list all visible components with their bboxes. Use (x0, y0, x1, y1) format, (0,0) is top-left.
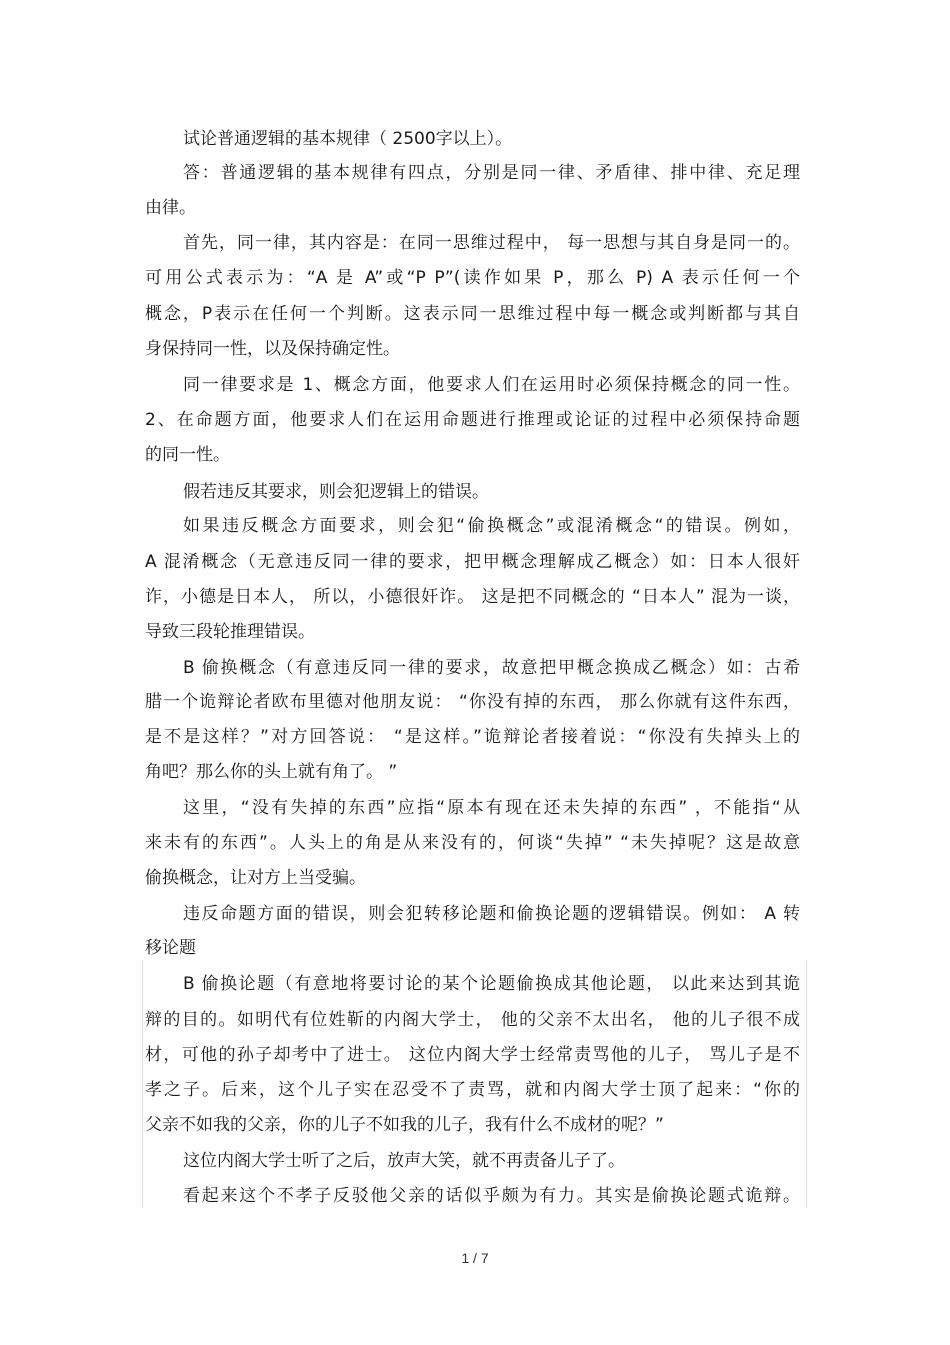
text-line: 看起来这个不孝子反驳他父亲的话似乎颇为有力。其实是偷换论题式诡辩。 (183, 1186, 800, 1206)
text-line: 角吧？那么你的头上就有角了。 ” (145, 762, 398, 782)
page-number: 1 / 7 (461, 1250, 489, 1266)
text-line: 孝之子。后来，这个儿子实在忍受不了责骂，就和内阁大学士顶了起来：“你的 (145, 1080, 800, 1100)
text-line: 导致三段轮推理错误。 (145, 622, 315, 642)
text-line: B 偷换概念（有意违反同一律的要求，故意把甲概念换成乙概念）如：古希 (183, 658, 800, 678)
text-line: 假若违反其要求，则会犯逻辑上的错误。 (183, 482, 489, 502)
text-line: 试论普通逻辑的基本规律（ 2500字以上）。 (183, 129, 513, 149)
text-line: 身保持同一性，以及保持确定性。 (145, 339, 400, 359)
frame-border-right (806, 960, 807, 1208)
text-line: A 混淆概念（无意违反同一律的要求，把甲概念理解成乙概念）如：日本人很奸 (145, 552, 800, 572)
text-line: 辩的目的。如明代有位姓靳的内阁大学士， 他的父亲不太出名， 他的儿子很不成 (145, 1010, 800, 1030)
frame-border-left (142, 960, 143, 1208)
text-line: 来未有的东西”。人头上的角是从来没有的，何谈“失掉” “未失掉呢？这是故意 (145, 833, 800, 853)
text-line: B 偷换论题（有意地将要讨论的某个论题偷换成其他论题， 以此来达到其诡 (183, 974, 800, 994)
text-line: 的同一性。 (145, 445, 230, 465)
text-line: 移论题 (145, 938, 196, 958)
text-line: 答：普通逻辑的基本规律有四点，分别是同一律、矛盾律、排中律、充足理 (183, 163, 800, 183)
text-line: 概念，P表示在任何一个判断。这表示同一思维过程中每一概念或判断都与其自 (145, 304, 800, 324)
text-line: 是不是这样？”对方回答说： “是这样。”诡辩论者接着说：“你没有失掉头上的 (145, 727, 800, 747)
text-line: 首先，同一律，其内容是：在同一思维过程中， 每一思想与其自身是同一的。 (183, 233, 800, 253)
text-line: 违反命题方面的错误，则会犯转移论题和偷换论题的逻辑错误。例如： A 转 (183, 904, 800, 924)
text-line: 这位内阁大学士听了之后，放声大笑，就不再责备儿子了。 (183, 1151, 625, 1171)
text-line: 可用公式表示为：“A 是 A”或“P P”(读作如果 P，那么 P) A 表示任何一个 (145, 268, 800, 288)
text-line: 这里，“没有失掉的东西”应指“原本有现在还未失掉的东西” ，不能指“从 (183, 798, 800, 818)
text-line: 材，可他的孙子却考中了进士。 这位内阁大学士经常责骂他的儿子， 骂儿子是不 (145, 1045, 800, 1065)
text-line: 同一律要求是 1、概念方面，他要求人们在运用时必须保持概念的同一性。 (183, 375, 800, 395)
text-line: 如果违反概念方面要求，则会犯“偷换概念”或混淆概念“的错误。例如， (183, 516, 800, 536)
text-line: 诈，小德是日本人， 所以，小德很奸诈。 这是把不同概念的 “日本人” 混为一谈， (145, 587, 800, 607)
text-line: 偷换概念，让对方上当受骗。 (145, 868, 366, 888)
text-line: 由律。 (145, 198, 196, 218)
text-line: 父亲不如我的父亲，你的儿子不如我的儿子，我有什么不成材的呢？” (145, 1115, 664, 1135)
text-line: 腊一个诡辩论者欧布里德对他朋友说： “你没有掉的东西， 那么你就有这件东西， (145, 692, 800, 712)
text-line: 2、在命题方面，他要求人们在运用命题进行推理或论证的过程中必须保持命题 (145, 410, 800, 430)
